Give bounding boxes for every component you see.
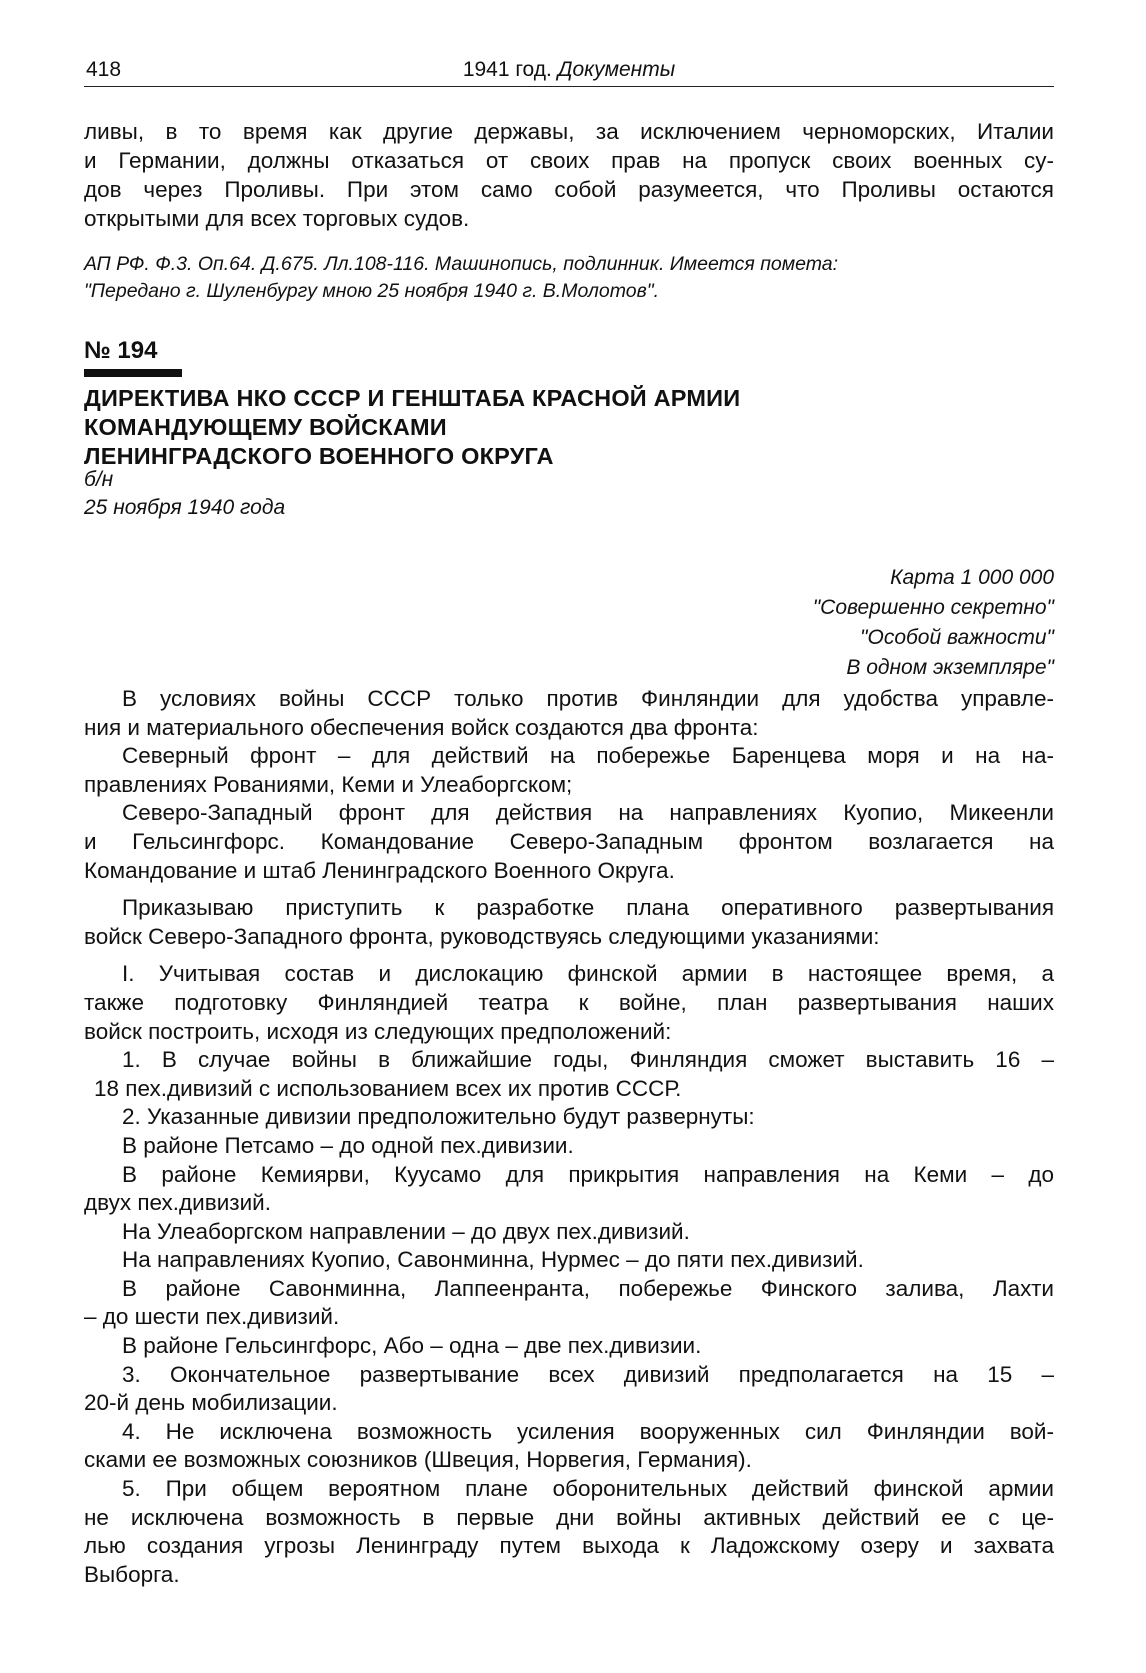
directive-body bbox=[84, 685, 1054, 1589]
text-line: дов через Проливы. При этом само собой разумеется, что Проливы остаются bbox=[84, 177, 1054, 202]
list-item: На Улеаборгском направлении – до двух пех.дивизий. bbox=[122, 1218, 690, 1244]
text-line: 18 пех.дивизий с использованием всех их против СССР. bbox=[94, 1075, 682, 1101]
running-title bbox=[84, 56, 1054, 84]
running-header bbox=[84, 56, 1054, 87]
archive-reference-line: АП РФ. Ф.3. Оп.64. Д.675. Лл.108-116. Машинопись, подлинник. Имеется помета: bbox=[84, 253, 839, 275]
text-line: Приказываю приступить к разработке плана оперативного развертывания bbox=[122, 895, 1054, 921]
running-title-collection: Документы bbox=[557, 58, 676, 81]
document-number-rule bbox=[84, 369, 182, 377]
list-item: В районе Савонминна, Лаппеенранта, побережье Финского залива, Лахти bbox=[122, 1275, 1054, 1301]
text-line: войск Северо-Западного фронта, руководствуясь следующими указаниями: bbox=[84, 923, 880, 949]
stamp-top-secret: "Совершенно секретно" bbox=[812, 596, 1054, 619]
classification-stamps bbox=[813, 563, 1054, 683]
text-line: и Германии, должны отказаться от своих прав на пропуск своих военных су- bbox=[84, 148, 1054, 173]
archive-reference bbox=[84, 251, 984, 305]
list-item: В районе Петсамо – до одной пех.дивизии. bbox=[122, 1132, 574, 1158]
running-title-year: 1941 год. bbox=[462, 58, 552, 81]
text-line: Северо-Западный фронт для действия на направлениях Куопио, Микеенли bbox=[122, 800, 1054, 826]
archive-reference-line: "Передано г. Шуленбургу мною 25 ноября 1940 г. В.Молотов". bbox=[84, 280, 660, 302]
text-line: не исключена возможность в первые дни войны активных действий ее с це- bbox=[84, 1504, 1054, 1530]
list-item: В районе Гельсингфорс, Або – одна – две пех.дивизии. bbox=[122, 1333, 702, 1359]
text-line: – до шести пех.дивизий. bbox=[84, 1304, 340, 1330]
text-line: лью создания угрозы Ленинграду путем выхода к Ладожскому озеру и захвата bbox=[84, 1533, 1054, 1559]
text-line: Северный фронт – для действий на побережье Баренцева моря и на на- bbox=[122, 743, 1054, 769]
text-line: открытыми для всех торговых судов. bbox=[84, 206, 470, 231]
document-title bbox=[84, 384, 984, 471]
text-line: ливы, в то время как другие державы, за исключением черноморских, Италии bbox=[84, 119, 1054, 144]
text-line: сками ее возможных союзников (Швеция, Норвегия, Германия). bbox=[84, 1447, 752, 1473]
list-item: 4. Не исключена возможность усиления вооруженных сил Финляндии вой- bbox=[122, 1418, 1054, 1444]
list-item: 2. Указанные дивизии предположительно будут развернуты: bbox=[122, 1104, 755, 1130]
document-reg-number: б/н bbox=[84, 468, 114, 491]
document-title-line: КОМАНДУЮЩЕМУ ВОЙСКАМИ bbox=[84, 414, 447, 440]
text-line: В условиях войны СССР только против Финляндии для удобства управле- bbox=[122, 686, 1054, 711]
list-item: 1. В случае войны в ближайшие годы, Финляндия сможет выставить 16 – bbox=[122, 1047, 1054, 1073]
text-line: Выборга. bbox=[84, 1561, 180, 1587]
list-item: 3. Окончательное развертывание всех дивизий предполагается на 15 – bbox=[122, 1361, 1054, 1387]
text-line: войск построить, исходя из следующих предположений: bbox=[84, 1018, 672, 1044]
text-line: также подготовку Финляндией театра к войне, план развертывания наших bbox=[84, 989, 1054, 1015]
list-item: 5. При общем вероятном плане оборонительных действий финской армии bbox=[122, 1476, 1054, 1502]
text-line: правлениях Рованиями, Кеми и Улеаборгском; bbox=[84, 771, 573, 797]
stamp-special-importance: "Особой важности" bbox=[860, 626, 1054, 649]
stamp-map-scale: Карта 1 000 000 bbox=[890, 566, 1054, 589]
page-number: 418 bbox=[86, 58, 122, 81]
text-line: 20-й день мобилизации. bbox=[84, 1390, 338, 1416]
document-title-line: ДИРЕКТИВА НКО СССР И ГЕНШТАБА КРАСНОЙ АРМИИ bbox=[84, 385, 741, 411]
list-item: В районе Кемиярви, Куусамо для прикрытия направления на Кеми – до bbox=[122, 1161, 1054, 1187]
list-item: На направлениях Куопио, Савонминна, Нурмес – до пяти пех.дивизий. bbox=[122, 1247, 864, 1273]
continuation-paragraph bbox=[84, 117, 1054, 233]
text-line: Командование и штаб Ленинградского Военного Округа. bbox=[84, 857, 675, 883]
document-number: № 194 bbox=[84, 337, 158, 364]
document-date: 25 ноября 1940 года bbox=[84, 496, 286, 519]
text-line: I. Учитывая состав и дислокацию финской армии в настоящее время, а bbox=[122, 961, 1054, 987]
text-line: двух пех.дивизий. bbox=[84, 1190, 271, 1216]
document-title-line: ЛЕНИНГРАДСКОГО ВОЕННОГО ОКРУГА bbox=[84, 443, 554, 469]
stamp-single-copy: В одном экземпляре" bbox=[846, 656, 1054, 679]
text-line: ния и материального обеспечения войск создаются два фронта: bbox=[84, 714, 759, 740]
text-line: и Гельсингфорс. Командование Северо-Западным фронтом возлагается на bbox=[84, 828, 1054, 854]
